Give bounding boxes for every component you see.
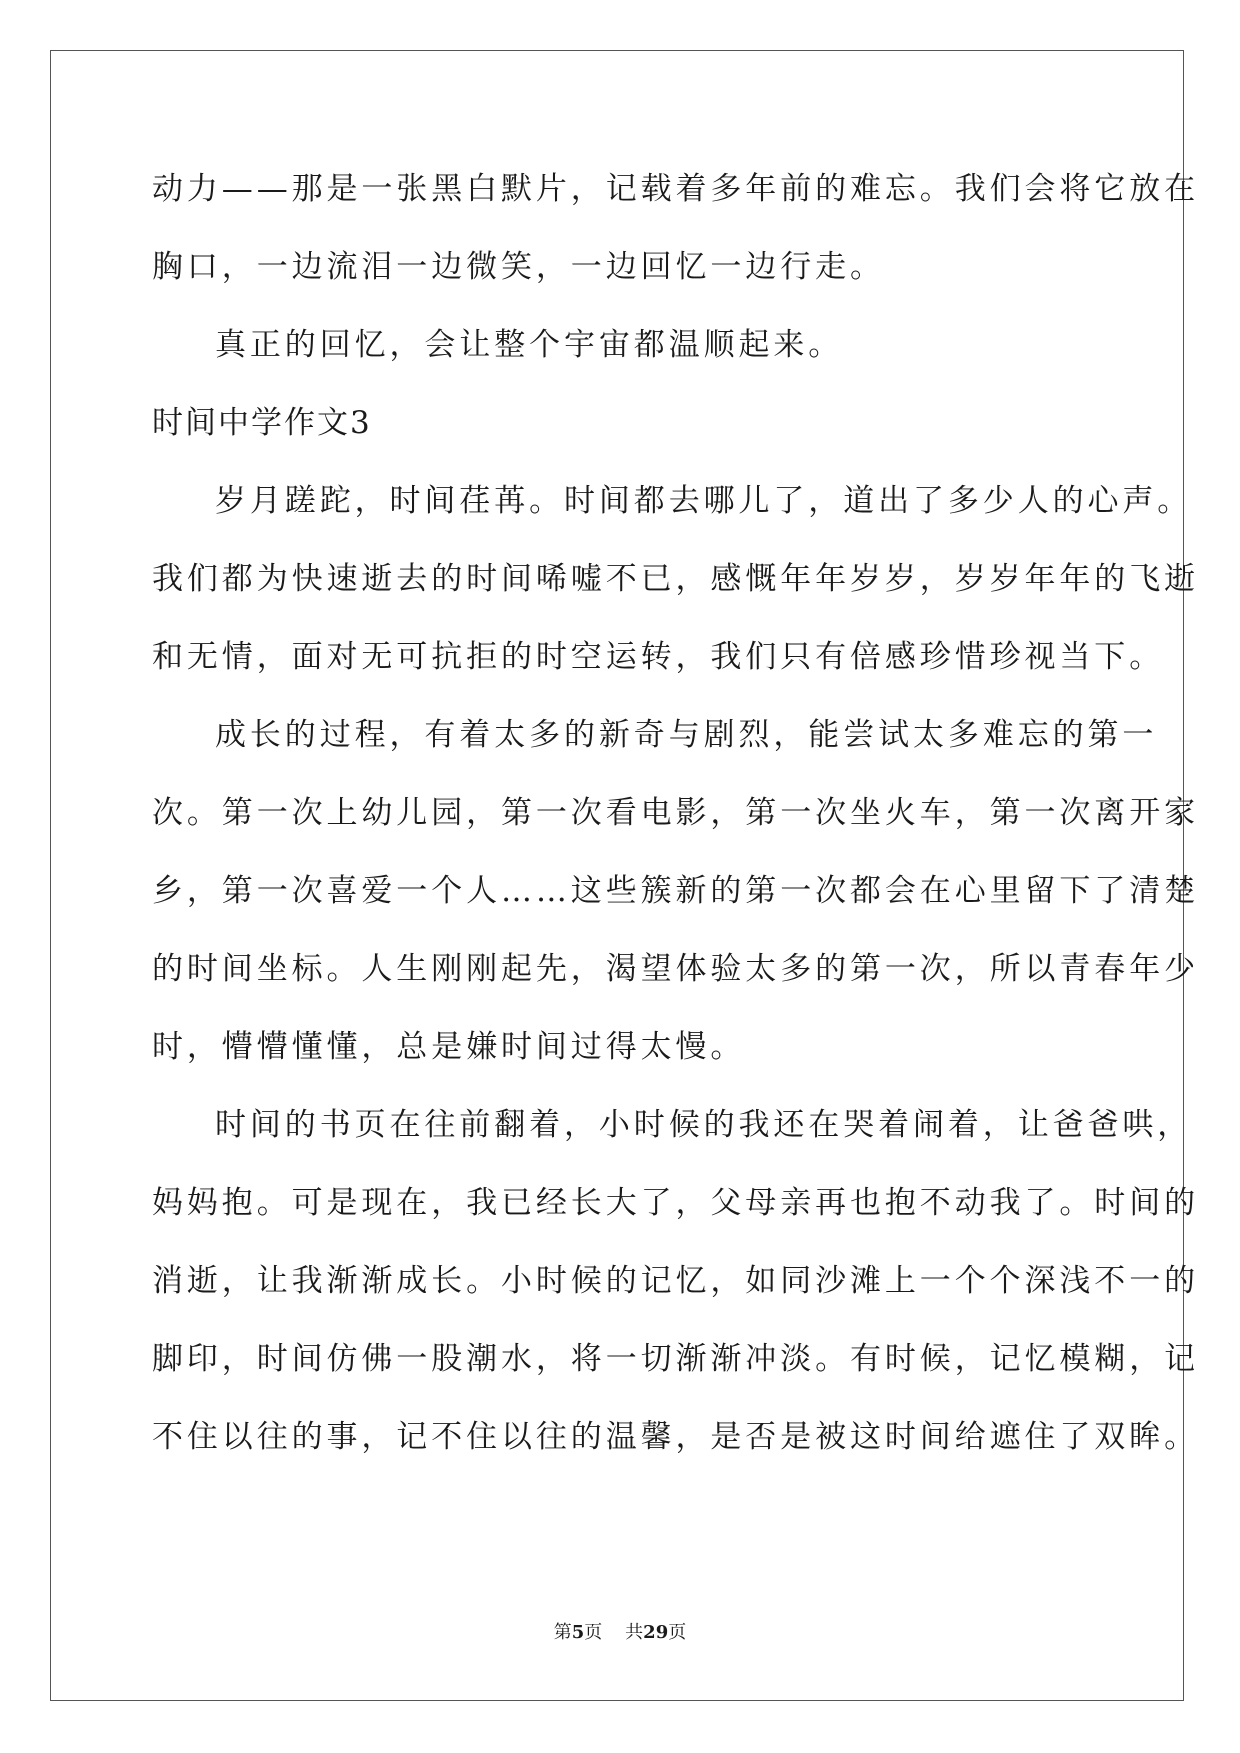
document-body: [152, 158, 1199, 1484]
text-line: 真正的回忆，会让整个宇宙都温顺起来。: [215, 327, 844, 363]
text-line: 胸口，一边流泪一边微笑，一边回忆一边行走。: [152, 249, 885, 285]
text-line: 时间的书页在往前翻着，小时候的我还在哭着闹着，让爸爸哄，: [215, 1107, 1193, 1143]
text-line: 次。第一次上幼儿园，第一次看电影，第一次坐火车，第一次离开家: [152, 795, 1199, 831]
text-line: 不住以往的事，记不住以往的温馨，是否是被这时间给遮住了双眸。: [152, 1419, 1199, 1455]
total-pages-number: 29: [643, 1622, 669, 1643]
footer-page-suffix: 页: [584, 1622, 603, 1643]
footer-total-suffix: 页: [668, 1622, 687, 1643]
text-line: 的时间坐标。人生刚刚起先，渴望体验太多的第一次，所以青春年少: [152, 951, 1199, 987]
text-line: 岁月蹉跎，时间荏苒。时间都去哪儿了，道出了多少人的心声。: [215, 483, 1193, 519]
footer-prefix: 第: [553, 1622, 572, 1643]
text-line: 动力——那是一张黑白默片，记载着多年前的难忘。我们会将它放在: [152, 171, 1199, 207]
text-line: 我们都为快速逝去的时间唏嘘不已，感慨年年岁岁，岁岁年年的飞逝: [152, 561, 1199, 597]
text-line: 成长的过程，有着太多的新奇与剧烈，能尝试太多难忘的第一: [215, 717, 1158, 753]
text-line: 时，懵懵懂懂，总是嫌时间过得太慢。: [152, 1029, 746, 1065]
text-line: 和无情，面对无可抗拒的时空运转，我们只有倍感珍惜珍视当下。: [152, 639, 1165, 675]
page-footer: [0, 1618, 1240, 1644]
text-line: 妈妈抱。可是现在，我已经长大了，父母亲再也抱不动我了。时间的: [152, 1185, 1199, 1221]
text-line: 乡，第一次喜爱一个人……这些簇新的第一次都会在心里留下了清楚: [152, 873, 1199, 909]
footer-total-prefix: 共: [625, 1622, 644, 1643]
section-heading: 时间中学作文3: [152, 405, 372, 441]
text-line: 脚印，时间仿佛一股潮水，将一切渐渐冲淡。有时候，记忆模糊，记: [152, 1341, 1199, 1377]
current-page-number: 5: [571, 1622, 585, 1643]
text-line: 消逝，让我渐渐成长。小时候的记忆，如同沙滩上一个个深浅不一的: [152, 1263, 1199, 1299]
